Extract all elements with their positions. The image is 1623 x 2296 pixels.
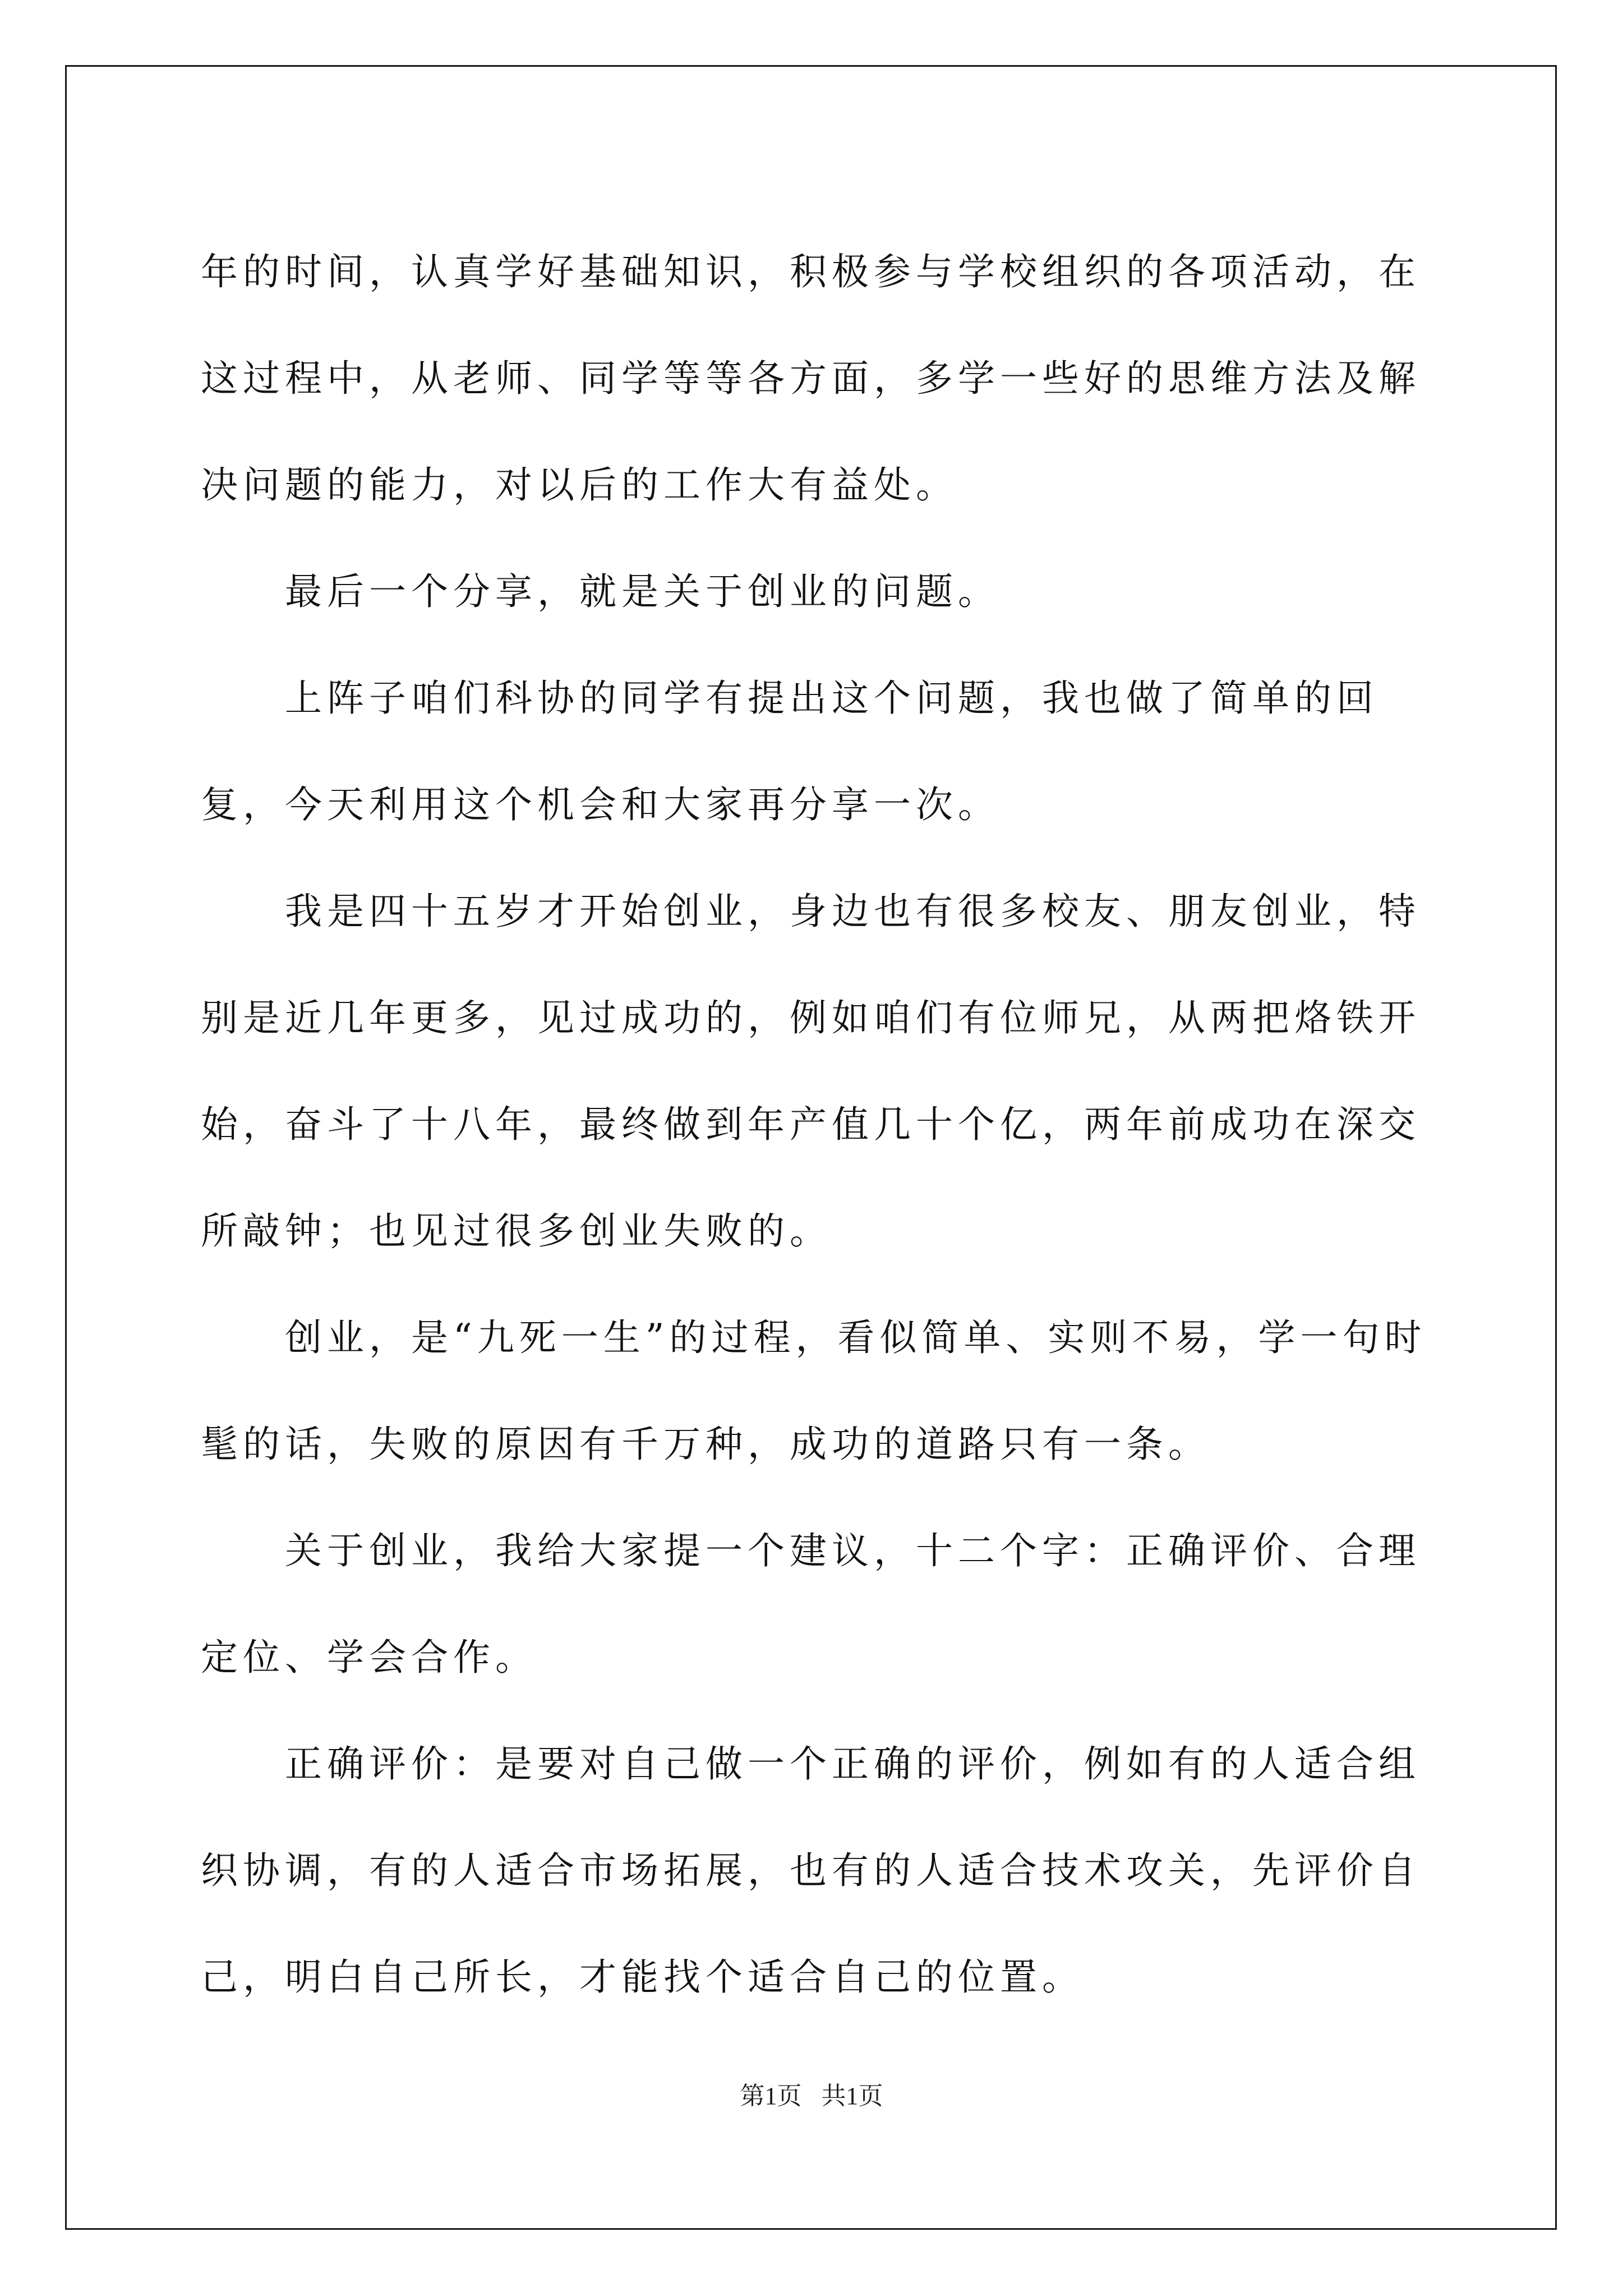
paragraph-7: 正确评价：是要对自己做一个正确的评价，例如有的人适合组织协调，有的人适合市场拓展，也有的人适合技术攻关，先评价自己，明白自己所长，才能找个适合自己的位置。 [201, 1742, 1421, 1999]
document-body [201, 219, 1435, 2031]
paragraph-4: 我是四十五岁才开始创业，身边也有很多校友、朋友创业，特别是近几年更多，见过成功的，例如咱们有位师兄，从两把烙铁开始，奋斗了十八年，最终做到年产值几十个亿，两年前成功在深交所敲钟；也见过很多创业失败的。 [201, 890, 1421, 1253]
paragraph-3: 上阵子咱们科协的同学有提出这个问题，我也做了简单的回复，今天利用这个机会和大家再分享一次。 [201, 677, 1378, 826]
page-number: 第1页 [740, 2082, 802, 2110]
paragraph-6: 关于创业，我给大家提一个建议，十二个字：正确评价、合理定位、学会合作。 [201, 1529, 1421, 1679]
paragraph-1: 年的时间，认真学好基础知识，积极参与学校组织的各项活动，在这过程中，从老师、同学等等各方面，多学一些好的思维方法及解决问题的能力，对以后的工作大有益处。 [201, 250, 1421, 507]
paragraph-5: 创业，是“九死一生”的过程，看似简单、实则不易，学一句时髦的话，失败的原因有千万种，成功的道路只有一条。 [201, 1316, 1427, 1466]
paragraph-2: 最后一个分享，就是关于创业的问题。 [285, 570, 1000, 613]
page-footer [0, 2076, 1623, 2111]
page-total: 共1页 [821, 2082, 883, 2110]
